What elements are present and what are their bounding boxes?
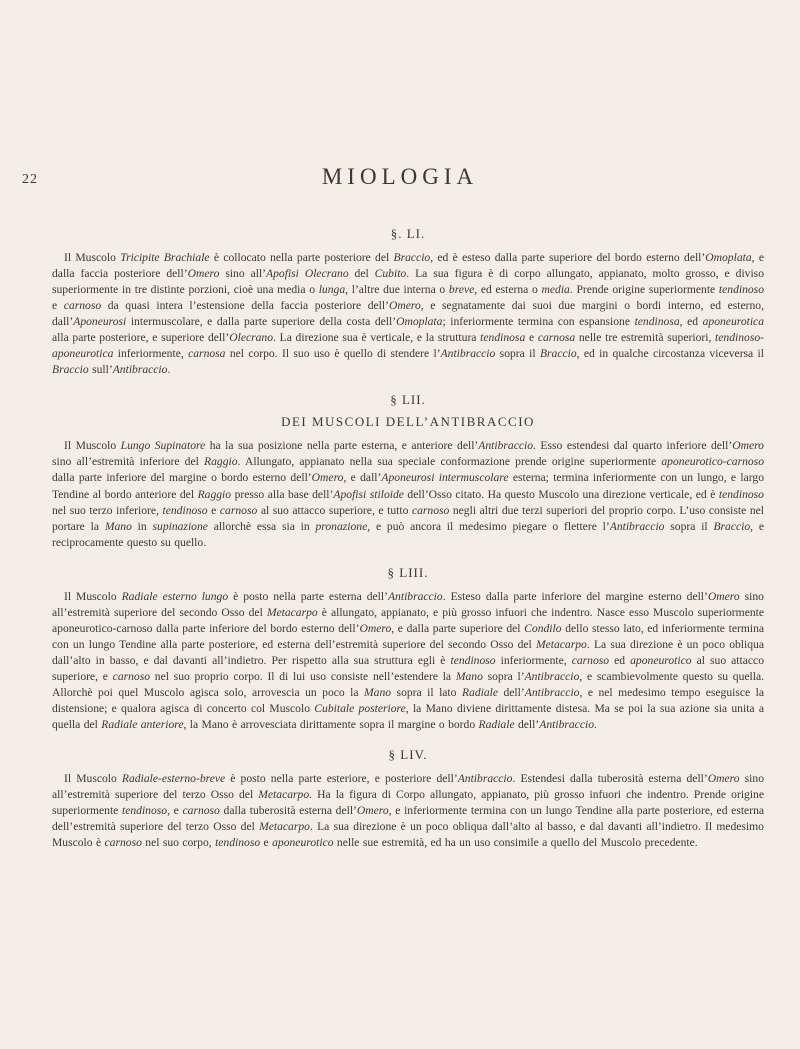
text-run: , e scambievolmente questo su quella. Allorchè poi quel Muscolo agisca solo, arrovescia un poco la [52,669,764,699]
italic-term: Braccio [713,519,751,533]
text-run: negli altri due terzi superiori del proprio corpo. L’uso consiste nel portare la [52,503,764,533]
text-run: allorchè essa sia in [207,519,316,533]
italic-term: Mano [455,669,483,683]
text-run: , la Mano diviene dirittamente distesa. Ma se poi la sua azione sia unita a quella del [52,702,765,732]
text-run: sull’ [88,363,113,377]
text-run: dalla parte inferiore del margine o bordo esterno dell’ [52,471,312,485]
text-run: , e può ancora il medesimo piegare o flettere l’ [367,519,610,533]
page-number: 22 [22,172,38,187]
italic-term: carnoso [63,299,102,313]
italic-term: tendinoso [450,653,496,667]
section-54 [52,747,764,851]
text-run: . Esteso dalla parte inferiore del margine esterno dell’ [442,589,708,603]
italic-term: tendinoso [215,836,261,850]
text-run: nelle sue estremità, ed ha un uso consimile a quello del Muscolo precedente. [333,836,698,850]
text-run: dell’ [498,685,525,699]
text-run: ed [609,653,631,667]
text-run: sopra il [495,347,540,361]
italic-term: Antibraccio [478,439,534,453]
text-run: è posto nella parte esterna dell’ [228,589,388,603]
text-run: , ed [679,315,703,329]
text-run: sino all’estremità superiore del secondo Osso del [52,589,764,619]
text-run: sino all’estremità inferiore del [52,455,205,469]
text-run: dello stesso lato, ed inferiormente termina con un lungo Tendine alla parte posteriore, ed esterna dell’estremità superiore del secondo Osso del [52,621,765,651]
italic-term: Mano [364,685,392,699]
italic-term: Metacarpo [535,637,587,651]
text-run: nel suo proprio corpo. Il di lui uso consiste nell’estendere la [150,669,456,683]
text-run: in [131,519,153,533]
text-run: inferiormente, [113,347,189,361]
text-run: intermuscolare, e dalla parte superiore della costa dell’ [126,315,397,329]
text-run: . Allungato, appianato nella sua speciale conformazione prende origine superiormente [237,455,662,469]
text-run: . La sua direzione è un poco obliqua dall’alto al basso, e dal davanti all’indietro. Il medesimo Muscolo è [52,820,764,850]
italic-term: Mano [104,519,132,533]
text-run: è posto nella parte esteriore, e posteriore dell’ [225,772,458,786]
text-run: e [52,299,64,313]
text-run: nel corpo. Il suo uso è quello di stendere l’ [225,347,441,361]
italic-term: Omero [187,267,220,281]
text-run: sopra il lato [391,685,462,699]
text-run: ha la sua posizione nella parte esterna, e anteriore dell’ [205,439,479,453]
text-run: . Prende origine superiormente [569,283,719,297]
text-run: al suo attacco superiore, e [52,653,764,683]
italic-term: supinazione [152,519,208,533]
italic-term: Metacarpo [258,788,310,802]
italic-term: Apofisi stiloide [333,487,404,501]
text-run: , e reciprocamente questo su quello. [52,519,765,549]
italic-term: carnoso [112,669,151,683]
italic-term: Omero [707,772,740,786]
text-run: , e [167,804,183,818]
italic-term: aponeurotico [630,653,692,667]
text-run: . La direzione sua è verticale, e la struttura [273,331,481,345]
italic-term: carnosa [537,331,576,345]
italic-term: breve [448,283,475,297]
text-run: . [167,363,171,377]
italic-term: Apofisi Olecrano [266,267,349,281]
text-run: , ed esterna o [474,283,542,297]
text-run: e [260,836,273,850]
italic-term: tendinoso [718,283,764,297]
italic-term: Condilo [524,621,562,635]
italic-term: tendinoso [162,503,208,517]
text-run: esterna; termina inferiormente con un lungo, e largo Tendine al bordo anteriore del [52,471,765,501]
text-run: è collocato nella parte posteriore del [209,251,394,264]
section-paragraph [52,438,764,550]
italic-term: Aponeurosi intermuscolare [381,471,509,485]
text-run: Il Muscolo [64,589,122,603]
page-body [52,226,764,857]
italic-term: Cubitale posteriore [314,702,406,716]
italic-term: tendinosa [480,331,526,345]
italic-term: Lungo Supinatore [120,439,206,453]
text-run: sino all’ [219,267,267,281]
italic-term: aponeurotico [272,836,334,850]
italic-term: Antibraccio [609,519,665,533]
italic-term: Braccio [52,363,89,377]
italic-term: pronazione [315,519,368,533]
running-head: MIOLOGIA [321,164,479,189]
text-run: è allungato, appianato, e più grosso infuori che indentro. Nasce esso Muscolo superiormente aponeurotico-carnoso dalla parte inferiore del bordo esterno dell’ [52,605,764,635]
text-run: e [207,503,220,517]
text-run: , ed in qualche circostanza viceversa il [576,347,765,361]
text-run: sopra il [664,519,714,533]
text-run: , e dalla faccia posteriore dell’ [52,251,764,281]
text-run: . Estendesi dalla tuberosità esterna dell’ [512,772,708,786]
italic-term: Metacarpo [259,820,310,834]
italic-term: tendinoso-aponeurotica [52,331,764,361]
italic-term: aponeurotico-carnoso [661,455,764,469]
italic-term: Olecrano [229,331,274,345]
section-heading: DEI MUSCOLI DELL’ANTIBRACCIO [281,414,535,430]
italic-term: Radiale-esterno-breve [121,772,226,786]
italic-term: carnoso [411,503,450,517]
italic-term: Raggio [204,455,238,469]
italic-term: Radiale esterno lungo [121,589,229,603]
italic-term: Omero [388,299,421,313]
section-number: § LII. [390,392,426,408]
section-number: § LIII. [387,564,429,580]
text-run: . Esso estendesi dal quarto inferiore dell’ [533,439,733,453]
text-run: al suo attacco superiore, e tutto [257,503,412,517]
section-51 [52,226,764,378]
italic-term: Omero [732,439,764,453]
text-run: nel suo terzo inferiore, [52,503,163,517]
italic-term: carnosa [188,347,226,361]
text-run: , l’altre due interna o [345,283,449,297]
italic-term: Braccio [393,251,431,264]
text-run: Il Muscolo [64,439,121,453]
text-run: nelle tre estremità superiori, [575,331,716,345]
italic-term: Omero [311,471,344,485]
text-run: Il Muscolo [64,772,122,786]
text-run: e [525,331,538,345]
section-number: §. LI. [390,226,426,241]
text-run: alla parte posteriore, e superiore dell’ [52,331,230,345]
section-52 [52,392,764,550]
text-run: Il Muscolo [64,251,121,264]
text-run: del [348,267,375,281]
italic-term: lunga [318,283,346,297]
text-run: , e segnatamente dai suoi due margini o bordi interno, ed esterno, dall’ [52,299,765,329]
section-53 [52,565,764,733]
text-run: nel suo corpo, [141,836,216,850]
italic-term: Metacarpo [266,605,318,619]
text-run: . La sua figura è di corpo allungato, appianato, molto grosso, e diviso superiormente in tre distinte porzioni, cioè una media o [52,267,764,297]
italic-term: Antibraccio [524,669,580,683]
italic-term: Omero [707,589,740,603]
italic-term: Omoplata [396,315,443,329]
italic-term: Radiale anteriore [101,718,184,732]
text-run: , e dalla parte superiore del [391,621,525,635]
text-run: . Ha la figura di Corpo allungato, appianato, più grosso infuori che indentro. Prende origine superiormente [52,788,764,818]
text-run: , e dall’ [343,471,382,485]
italic-term: Omoplata [705,251,752,264]
italic-term: Radiale [461,685,498,699]
text-run: , e nel medesimo tempo eseguisce la distensione; e qualora agisca di concerto col Muscolo [52,685,764,716]
italic-term: Raggio [197,487,232,501]
text-run: da quasi intera l’estensione della faccia posteriore dell’ [101,299,389,313]
italic-term: Aponeurosi [73,315,127,329]
italic-term: Omero [359,621,392,635]
text-run: , la Mano è arrovesciata dirittamente sopra il margine o bordo [183,718,479,732]
text-run: dalla tuberosità esterna dell’ [219,804,357,818]
italic-term: Cubito [374,267,407,281]
section-paragraph [52,771,764,851]
text-run: sino all’estremità superiore del terzo Osso del [52,772,764,802]
text-run: dell’ [514,718,540,732]
italic-term: carnoso [104,836,142,850]
text-run: presso alla base dell’ [231,487,334,501]
italic-term: tendinoso [718,487,764,501]
text-run: sopra l’ [482,669,525,683]
text-run: inferiormente, [495,653,572,667]
text-run: . La sua direzione è un poco obliqua dall’alto in basso, e dal davanti all’indietro. Per rispetto alla sua struttura egli è [52,637,764,667]
text-run: , ed è esteso dalla parte superiore del bordo esterno dell’ [430,251,706,264]
text-run: , e inferiormente termina con un lungo Tendine alla parte posteriore, ed esterna dell’estremità superiore del terzo Osso del [52,804,765,834]
section-number: § LIV. [388,747,428,763]
italic-term: Antibraccio [524,685,580,699]
italic-term: carnoso [182,804,220,818]
text-run: dell’Osso citato. Ha questo Muscolo una direzione verticale, ed è [403,487,719,501]
italic-term: carnoso [219,503,258,517]
italic-term: Antibraccio [440,347,496,361]
italic-term: tendinoso [122,804,168,818]
italic-term: Antibraccio [112,363,168,377]
italic-term: Braccio [539,347,577,361]
italic-term: Radiale [478,718,515,732]
italic-term: Antibraccio [457,772,513,786]
section-paragraph [52,589,764,733]
text-run: ; inferiormente termina con espansione [442,315,635,329]
text-run: . [594,718,597,732]
italic-term: Antibraccio [539,718,594,732]
italic-term: Omero [356,804,389,818]
italic-term: Antibraccio [387,589,443,603]
italic-term: media [541,283,570,297]
italic-term: tendinosa [634,315,680,329]
italic-term: carnoso [571,653,610,667]
italic-term: Tricipite Brachiale [120,251,210,264]
section-paragraph [52,250,764,378]
italic-term: aponeurotica [702,315,765,329]
